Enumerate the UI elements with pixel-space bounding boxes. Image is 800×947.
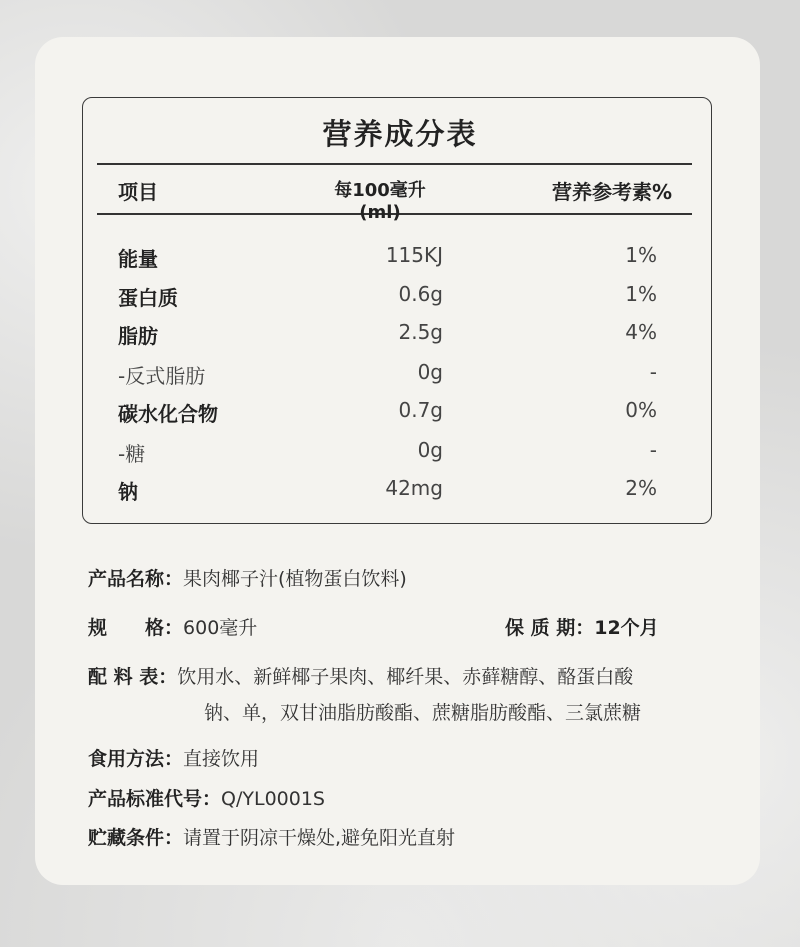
- nutrient-nrv: 4%: [625, 320, 657, 344]
- product-name-value: 果肉椰子汁(植物蛋白饮料): [183, 568, 407, 590]
- nutrient-value: 0g: [417, 438, 443, 462]
- column-header-per-100ml: 每100毫升(ml): [334, 180, 426, 223]
- nutrient-nrv: -: [649, 360, 657, 384]
- product-name-line: [88, 564, 407, 591]
- nutrient-value: 0g: [417, 360, 443, 384]
- nutrient-nrv: 0%: [625, 398, 657, 422]
- header-rule-top: [97, 163, 692, 165]
- nutrient-name: -反式脂肪: [118, 364, 206, 388]
- nutrient-nrv: -: [649, 438, 657, 462]
- spec-value: 600毫升: [183, 617, 258, 639]
- nutrient-name: 蛋白质: [118, 286, 178, 310]
- standard-code-value: Q/YL0001S: [221, 788, 325, 810]
- nutrient-value: 42mg: [385, 476, 443, 500]
- ingredients-value-line2: 钠、单，双甘油脂肪酸酯、蔗糖脂肪酸酯、三氯蔗糖: [204, 702, 642, 724]
- nutrient-nrv: 2%: [625, 476, 657, 500]
- nutrient-name: 碳水化合物: [118, 402, 218, 426]
- standard-code-label: 产品标准代号：: [88, 788, 222, 810]
- nutrition-row-fat: [0, 320, 800, 348]
- nutrient-nrv: 1%: [625, 243, 657, 267]
- storage-label: 贮藏条件：: [88, 827, 184, 849]
- nutrient-name: 能量: [118, 247, 158, 271]
- ingredients-label: 配 料 表：: [88, 666, 178, 688]
- spec-label: 规 格：: [88, 617, 184, 639]
- nutrient-value: 2.5g: [398, 320, 443, 344]
- nutrient-value: 0.7g: [398, 398, 443, 422]
- standard-code-line: [88, 784, 325, 811]
- nutrition-row-trans-fat: [0, 360, 800, 388]
- column-header-item: 项目: [118, 180, 158, 204]
- spec-line: [88, 613, 257, 640]
- product-name-label: 产品名称：: [88, 568, 184, 590]
- usage-line: [88, 744, 259, 771]
- nutrient-value: 0.6g: [398, 282, 443, 306]
- shelf-life-label: 保 质 期：: [505, 617, 595, 639]
- shelf-life-line: [505, 613, 659, 640]
- storage-value: 请置于阴凉干燥处,避免阳光直射: [183, 827, 456, 849]
- nutrition-row-carbohydrate: [0, 398, 800, 426]
- nutrient-value: 115KJ: [385, 243, 443, 267]
- nutrition-row-sugar: [0, 438, 800, 466]
- nutrient-name: -糖: [118, 442, 146, 466]
- ingredients-value-line1: 饮用水、新鲜椰子果肉、椰纤果、赤藓糖醇、酪蛋白酸: [177, 666, 634, 688]
- nutrition-row-sodium: [0, 476, 800, 504]
- nutrition-row-protein: [0, 282, 800, 310]
- nutrient-nrv: 1%: [625, 282, 657, 306]
- shelf-life-value: 12个月: [594, 617, 659, 639]
- nutrition-title: 营养成分表: [322, 117, 478, 151]
- nutrient-name: 脂肪: [118, 324, 158, 348]
- storage-line: [88, 823, 455, 850]
- ingredients-continuation: [204, 698, 641, 725]
- nutrition-row-energy: [0, 243, 800, 271]
- ingredients-line: [88, 662, 633, 689]
- usage-label: 食用方法：: [88, 748, 184, 770]
- column-header-nrv: 营养参考素%: [551, 180, 672, 204]
- nutrient-name: 钠: [118, 480, 138, 504]
- usage-value: 直接饮用: [183, 748, 260, 770]
